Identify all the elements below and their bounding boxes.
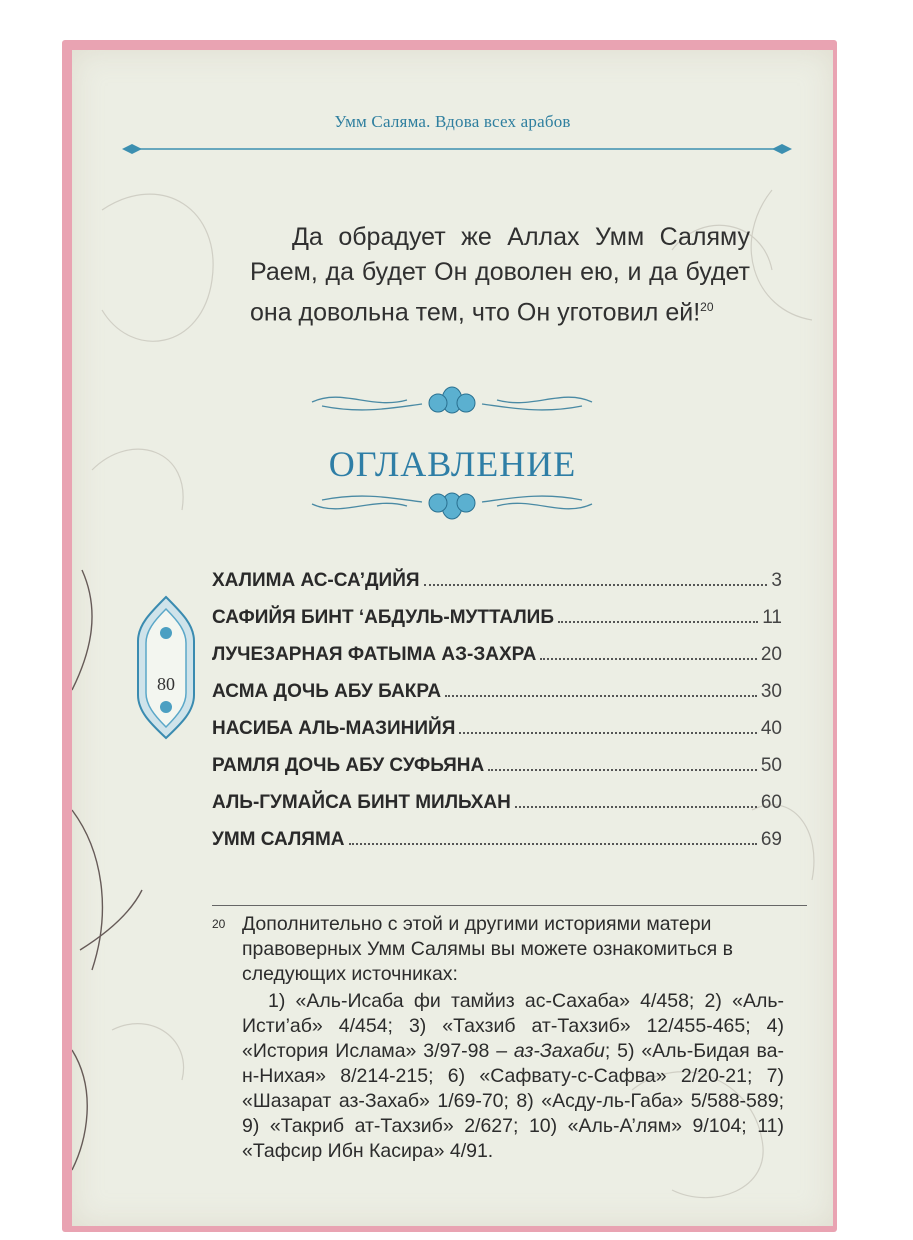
toc-item-title: АСМА ДОЧЬ АБУ БАКРА — [212, 681, 442, 702]
sources-text-2: ; 5) «Аль-Бидая ва-н-Нихая» 8/214-215; 6) «Сафвату-с-Сафва» 2/20-21; 7) «Шазарат аз-Захаб» 1/69-70; 8) «Асду-ль-Габа» 5/588-589; 9) «Такриб ат-Тахзиб» 2/627; 10) «Аль-А’лям» 9/104; 11) «Тафсир Ибн Касира» 4/91. — [242, 1040, 785, 1162]
toc-item — [212, 666, 782, 703]
toc-item-page: 69 — [760, 829, 782, 850]
sources-author-italic: аз-Захаби — [513, 1040, 605, 1062]
toc-item — [212, 555, 782, 592]
toc-item-page: 30 — [760, 681, 782, 702]
intro-paragraph — [250, 220, 750, 330]
toc-item — [212, 592, 782, 629]
toc-item-title: АЛЬ-ГУМАЙСА БИНТ МИЛЬХАН — [212, 792, 511, 813]
dot-leader — [558, 621, 758, 623]
toc-item-title: ХАЛИМА АС-СА’ДИЙЯ — [212, 570, 420, 591]
toc-heading: ОГЛАВЛЕНИЕ — [328, 444, 577, 484]
footnote-intro-text: Дополнительно с этой и другими историями матери правоверных Умм Салямы вы можете ознакомиться в следующих источниках: — [242, 913, 733, 985]
intro-text: Да обрадует же Аллах Умм Саляму Раем, да будет Он доволен ею, и да будет она довольна тем, что Он уготовил ей! — [250, 223, 750, 327]
toc-item — [212, 814, 782, 851]
footnote — [212, 912, 784, 1164]
toc-item-title: САФИЙЯ БИНТ ‘АБДУЛЬ-МУТТАЛИБ — [212, 607, 554, 628]
dot-leader — [445, 695, 757, 697]
toc-item-page: 40 — [760, 718, 782, 739]
toc-item-page: 60 — [760, 792, 782, 813]
toc-item-title: НАСИБА АЛЬ-МАЗИНИЙЯ — [212, 718, 456, 739]
toc-item — [212, 703, 782, 740]
toc-item — [212, 629, 782, 666]
toc-item-title: РАМЛЯ ДОЧЬ АБУ СУФЬЯНА — [212, 755, 485, 776]
header-rule-ornament — [122, 142, 792, 156]
dot-leader — [459, 732, 757, 734]
dot-leader — [515, 806, 757, 808]
toc-list — [212, 555, 782, 851]
toc-item-title: ЛУЧЕЗАРНАЯ ФАТЫМА АЗ-ЗАХРА — [212, 644, 537, 665]
footnote-sources — [242, 989, 784, 1164]
dot-leader — [424, 584, 768, 586]
sources-text-1: 1) «Аль-Исаба фи тамйиз ас-Сахаба» 4/458; 2) «Аль-Исти’аб» 4/454; 3) «Тахзиб ат-Тахзиб» 12/455-465; 4) «История Ислама» 3/97-98 – — [242, 990, 784, 1062]
toc-item — [212, 777, 782, 814]
toc-item-page: 50 — [760, 755, 782, 776]
footnote-separator — [212, 905, 807, 906]
footnote-mark: 20 — [212, 917, 226, 931]
toc-item — [212, 740, 782, 777]
page-number: 80 — [157, 674, 175, 694]
top-ornament — [302, 380, 602, 420]
book — [62, 40, 837, 1232]
bottom-ornament — [302, 486, 602, 526]
dot-leader — [349, 843, 757, 845]
page-number-badge-ornament — [136, 595, 196, 740]
toc-item-page: 11 — [762, 607, 782, 628]
toc-item-title: УММ САЛЯМА — [212, 829, 345, 850]
footnote-intro — [212, 912, 784, 987]
dot-leader — [488, 769, 757, 771]
toc-item-page: 20 — [760, 644, 782, 665]
footnote-ref: 20 — [700, 300, 714, 314]
running-title: Умм Саляма. Вдова всех арабов — [334, 112, 571, 131]
book-page — [72, 50, 833, 1226]
toc-item-page: 3 — [771, 570, 782, 591]
dot-leader — [540, 658, 756, 660]
